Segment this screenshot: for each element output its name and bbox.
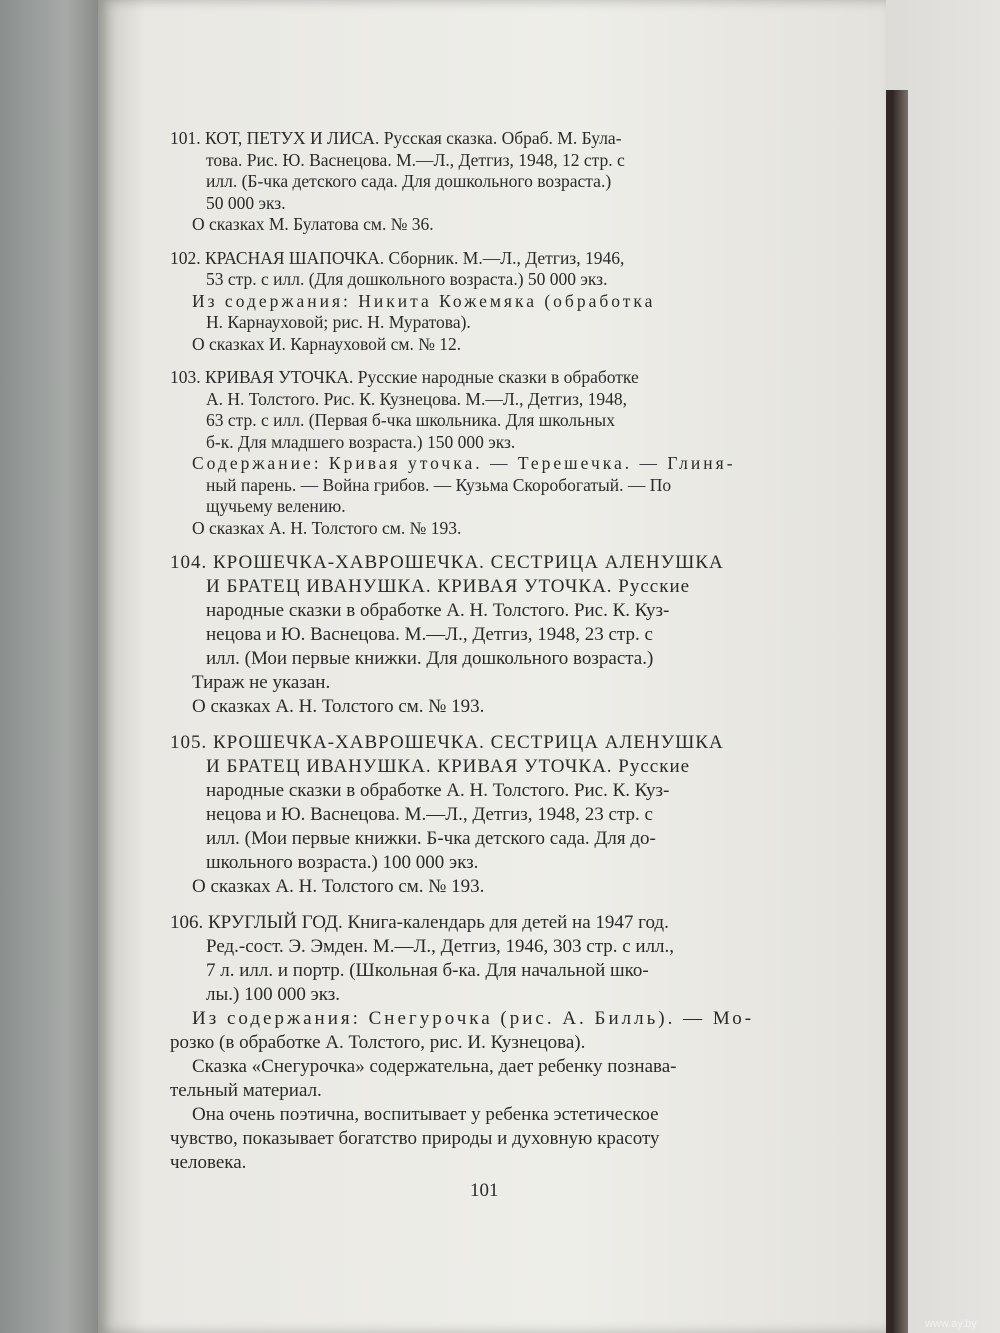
entry-line: 63 стр. с илл. (Первая б-чка школьника. Для школьных	[206, 410, 615, 430]
entry-paragraph: Она очень поэтична, воспитывает у ребенка эстетическое	[192, 1104, 659, 1125]
entry-line: тельный материал.	[170, 1080, 322, 1101]
entry-line: лы.) 100 000 экз.	[206, 984, 340, 1005]
entry-line: нецова и Ю. Васнецова. М.—Л., Детгиз, 1948, 23 стр. с	[206, 624, 653, 645]
entry-note: О сказках А. Н. Толстого см. № 193.	[192, 876, 485, 897]
entry-line: щучьему велению.	[206, 496, 346, 516]
entry-line: 106. КРУГЛЫЙ ГОД. Книга-календарь для детей на 1947 год.	[170, 912, 669, 933]
entry-line: ный парень. — Война грибов. — Кузьма Скоробогатый. — По	[206, 474, 672, 495]
entry-line: 102. КРАСНАЯ ШАПОЧКА. Сборник. М.—Л., Детгиз, 1946,	[170, 247, 625, 268]
entry-line: илл. (Мои первые книжки. Б-чка детского сада. Для до-	[206, 828, 656, 849]
entry-line: 105. КРОШЕЧКА-ХАВРОШЕЧКА. СЕСТРИЦА АЛЕНУШКА	[170, 732, 724, 753]
entry-contents: Содержание: Кривая уточка. — Терешечка. — Глиня-	[192, 453, 736, 473]
entry-contents: Из содержания: Никита Кожемяка (обработка	[192, 290, 656, 311]
entry-line: школьного возраста.) 100 000 экз.	[206, 852, 479, 873]
entry-104	[170, 551, 805, 719]
entry-line: Н. Карнауховой; рис. Н. Муратова).	[206, 312, 471, 332]
entry-note: О сказках А. Н. Толстого см. № 193.	[192, 517, 462, 538]
entry-line: розко (в обработке А. Толстого, рис. И. Кузнецова).	[170, 1032, 586, 1053]
entry-paragraph: Сказка «Снегурочка» содержательна, дает ребенку познава-	[192, 1056, 677, 1077]
entry-line: б-к. Для младшего возраста.) 150 000 экз.	[206, 431, 516, 452]
entry-line: това. Рис. Ю. Васнецова. М.—Л., Детгиз, 1948, 12 стр. с	[206, 149, 625, 170]
entry-line: человека.	[170, 1152, 247, 1173]
entry-note: О сказках А. Н. Толстого см. № 193.	[192, 696, 485, 717]
entry-line: 7 л. илл. и портр. (Школьная б-ка. Для начальной шко-	[206, 960, 649, 981]
watermark: www.ay.by	[925, 1318, 977, 1330]
page-number: 101	[470, 1180, 499, 1201]
entry-note: Тираж не указан.	[192, 672, 331, 693]
entry-line: А. Н. Толстого. Рис. К. Кузнецова. М.—Л., Детгиз, 1948,	[206, 388, 628, 409]
entry-line: илл. (Мои первые книжки. Для дошкольного возраста.)	[206, 648, 654, 669]
entry-line: И БРАТЕЦ ИВАНУШКА. КРИВАЯ УТОЧКА. Русские	[206, 756, 691, 777]
entry-105	[170, 731, 805, 899]
entry-line: 101. КОТ, ПЕТУХ И ЛИСА. Русская сказка. Обраб. М. Була-	[170, 128, 622, 148]
entry-note: О сказках М. Булатова см. № 36.	[192, 214, 434, 234]
entry-line: И БРАТЕЦ ИВАНУШКА. КРИВАЯ УТОЧКА. Русские	[206, 576, 691, 597]
entry-103	[170, 367, 805, 539]
entry-note: О сказках И. Карнауховой см. № 12.	[192, 333, 462, 354]
entry-line: чувство, показывает богатство природы и духовную красоту	[170, 1128, 660, 1149]
entry-line: народные сказки в обработке А. Н. Толстого. Рис. К. Куз-	[206, 780, 670, 801]
entry-line: нецова и Ю. Васнецова. М.—Л., Детгиз, 1948, 23 стр. с	[206, 804, 653, 825]
entry-contents: Из содержания: Снегурочка (рис. А. Билль). — Мо-	[192, 1008, 755, 1029]
entry-106	[170, 911, 805, 1175]
entry-line: илл. (Б-чка детского сада. Для дошкольного возраста.)	[206, 171, 612, 191]
bibliography-text	[170, 128, 805, 1187]
entry-101	[170, 128, 805, 236]
entry-line: народные сказки в обработке А. Н. Толстого. Рис. К. Куз-	[206, 600, 670, 621]
entry-102	[170, 248, 805, 356]
entry-line: Ред.-сост. Э. Эмден. М.—Л., Детгиз, 1946, 303 стр. с илл.,	[206, 936, 675, 957]
entry-line: 103. КРИВАЯ УТОЧКА. Русские народные сказки в обработке	[170, 367, 639, 387]
book-left-page-edge	[0, 0, 110, 1333]
entry-line: 53 стр. с илл. (Для дошкольного возраста.) 50 000 экз.	[206, 269, 608, 289]
entry-line: 50 000 экз.	[206, 192, 286, 213]
entry-line: 104. КРОШЕЧКА-ХАВРОШЕЧКА. СЕСТРИЦА АЛЕНУШКА	[170, 552, 724, 573]
